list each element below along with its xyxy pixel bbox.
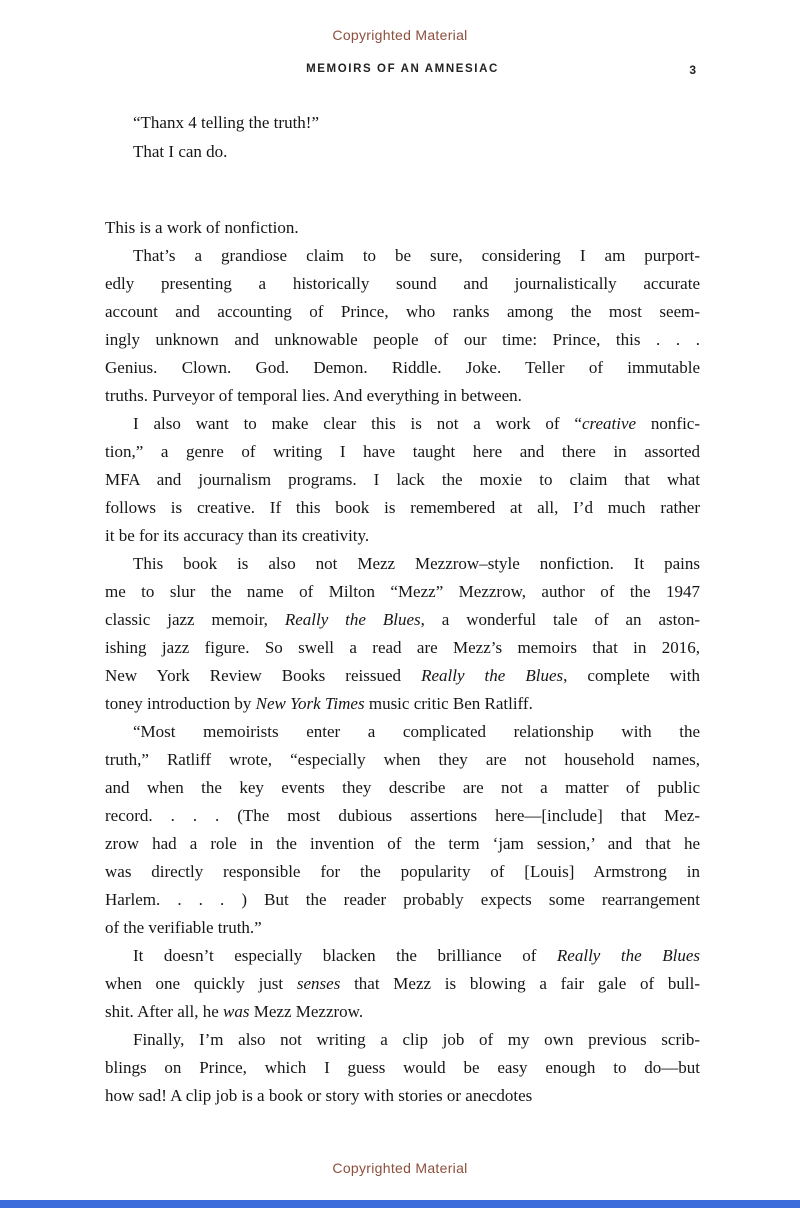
epigraph-line: “Thanx 4 telling the truth!” (133, 113, 319, 132)
text-line (105, 830, 700, 858)
text-segment: I also want to make clear this is not a work of “ (133, 414, 582, 433)
text-segment: “Most memoirists enter a complicated relationship with the (133, 722, 700, 741)
text-segment: nonfic- (636, 414, 701, 433)
italic-text: senses (296, 974, 341, 993)
text-segment: That’s a grandiose claim to be sure, considering I am purport- (133, 246, 700, 265)
text-line (105, 886, 700, 914)
text-line (105, 690, 700, 718)
text-segment: me to slur the name of Milton “Mezz” Mezzrow, author of the 1947 (105, 582, 700, 601)
text-line (105, 774, 700, 802)
text-line (105, 270, 700, 298)
text-segment: blings on Prince, which I guess would be easy enough to do—but (105, 1058, 700, 1077)
text-segment: how sad! A clip job is a book or story with stories or anecdotes (105, 1086, 533, 1105)
text-line (105, 578, 700, 606)
text-line (105, 1054, 700, 1082)
text-line (105, 522, 700, 550)
paragraph (105, 942, 700, 1026)
paragraph (105, 718, 700, 942)
text-line (105, 718, 700, 746)
text-segment: follows is creative. If this book is remembered at all, I’d much rather (105, 498, 700, 517)
text-segment: record. . . . (The most dubious assertions here—[include] that Mez- (105, 806, 700, 825)
paragraph (105, 1026, 700, 1110)
text-line (105, 970, 700, 998)
text-line (105, 746, 700, 774)
text-line (105, 802, 700, 830)
page-content (105, 108, 700, 1110)
text-segment: when one quickly just (105, 974, 297, 993)
copyright-notice-top: Copyrighted Material (332, 27, 468, 43)
text-segment: This book is also not Mezz Mezzrow–style nonfiction. It pains (133, 554, 700, 573)
chapter-title: MEMOIRS OF AN AMNESIAC (306, 63, 499, 75)
text-line (105, 466, 700, 494)
text-segment: ingly unknown and unknowable people of our time: Prince, this . . . (105, 330, 700, 349)
copyright-notice-bottom: Copyrighted Material (332, 1160, 468, 1176)
text-segment: New York Review Books reissued (105, 666, 422, 685)
text-segment: Harlem. . . . ) But the reader probably expects some rearrangement (105, 890, 700, 909)
text-segment: Genius. Clown. God. Demon. Riddle. Joke. Teller of immutable (105, 358, 700, 377)
epigraph (133, 108, 700, 166)
text-segment: truths. Purveyor of temporal lies. And everything in between. (105, 386, 522, 405)
text-line (105, 550, 700, 578)
text-line (105, 1082, 700, 1110)
text-line (105, 662, 700, 690)
text-segment: , a wonderful tale of an aston- (420, 610, 701, 629)
body-text (105, 214, 700, 1110)
text-line (105, 634, 700, 662)
text-segment: It doesn’t especially blacken the brilliance of (133, 946, 557, 965)
italic-text: New York Times (255, 694, 365, 713)
text-segment: toney introduction by (105, 694, 256, 713)
text-segment: Finally, I’m also not writing a clip job of my own previous scrib- (133, 1030, 700, 1049)
text-line (105, 354, 700, 382)
text-segment: of the verifiable truth.” (105, 918, 262, 937)
epigraph-line: That I can do. (133, 142, 228, 161)
text-segment: Mezz Mezzrow. (249, 1002, 364, 1021)
italic-text: Really the Blues (421, 666, 564, 685)
text-segment: zrow had a role in the invention of the term ‘jam session,’ and that he (105, 834, 700, 853)
paragraph (105, 550, 700, 718)
paragraph (105, 242, 700, 410)
paragraph (105, 214, 700, 242)
bottom-blue-bar (0, 1200, 800, 1208)
text-segment: account and accounting of Prince, who ranks among the most seem- (105, 302, 700, 321)
text-segment: it be for its accuracy than its creativity. (105, 526, 370, 545)
text-segment: classic jazz memoir, (105, 610, 285, 629)
text-line (105, 942, 700, 970)
text-line (105, 858, 700, 886)
text-line (105, 326, 700, 354)
text-segment: This is a work of nonfiction. (105, 218, 299, 237)
text-segment: and when the key events they describe are not a matter of public (105, 778, 700, 797)
text-line (105, 242, 700, 270)
text-segment: truth,” Ratliff wrote, “especially when they are not household names, (105, 750, 700, 769)
text-line (105, 998, 700, 1026)
italic-text: was (223, 1002, 250, 1021)
text-segment: was directly responsible for the popularity of [Louis] Armstrong in (105, 862, 700, 881)
text-segment: edly presenting a historically sound and journalistically accurate (105, 274, 700, 293)
text-line (105, 410, 700, 438)
text-segment: music critic Ben Ratliff. (364, 694, 533, 713)
text-segment: tion,” a genre of writing I have taught here and there in assorted (105, 442, 700, 461)
text-line (105, 1026, 700, 1054)
page-number: 3 (689, 63, 696, 77)
text-line (105, 438, 700, 466)
italic-text: Really the Blues (284, 610, 421, 629)
text-line (105, 214, 700, 242)
text-segment: ishing jazz figure. So swell a read are Mezz’s memoirs that in 2016, (105, 638, 700, 657)
italic-text: Really the Blues (556, 946, 700, 965)
text-segment: that Mezz is blowing a fair gale of bull- (340, 974, 700, 993)
text-segment: shit. After all, he (105, 1002, 224, 1021)
text-line (105, 382, 700, 410)
text-line (105, 494, 700, 522)
text-segment: , complete with (563, 666, 701, 685)
italic-text: creative (581, 414, 637, 433)
text-line (105, 914, 700, 942)
paragraph (105, 410, 700, 550)
text-line (105, 298, 700, 326)
text-line (105, 606, 700, 634)
text-segment: MFA and journalism programs. I lack the moxie to claim that what (105, 470, 700, 489)
running-header (105, 63, 700, 75)
